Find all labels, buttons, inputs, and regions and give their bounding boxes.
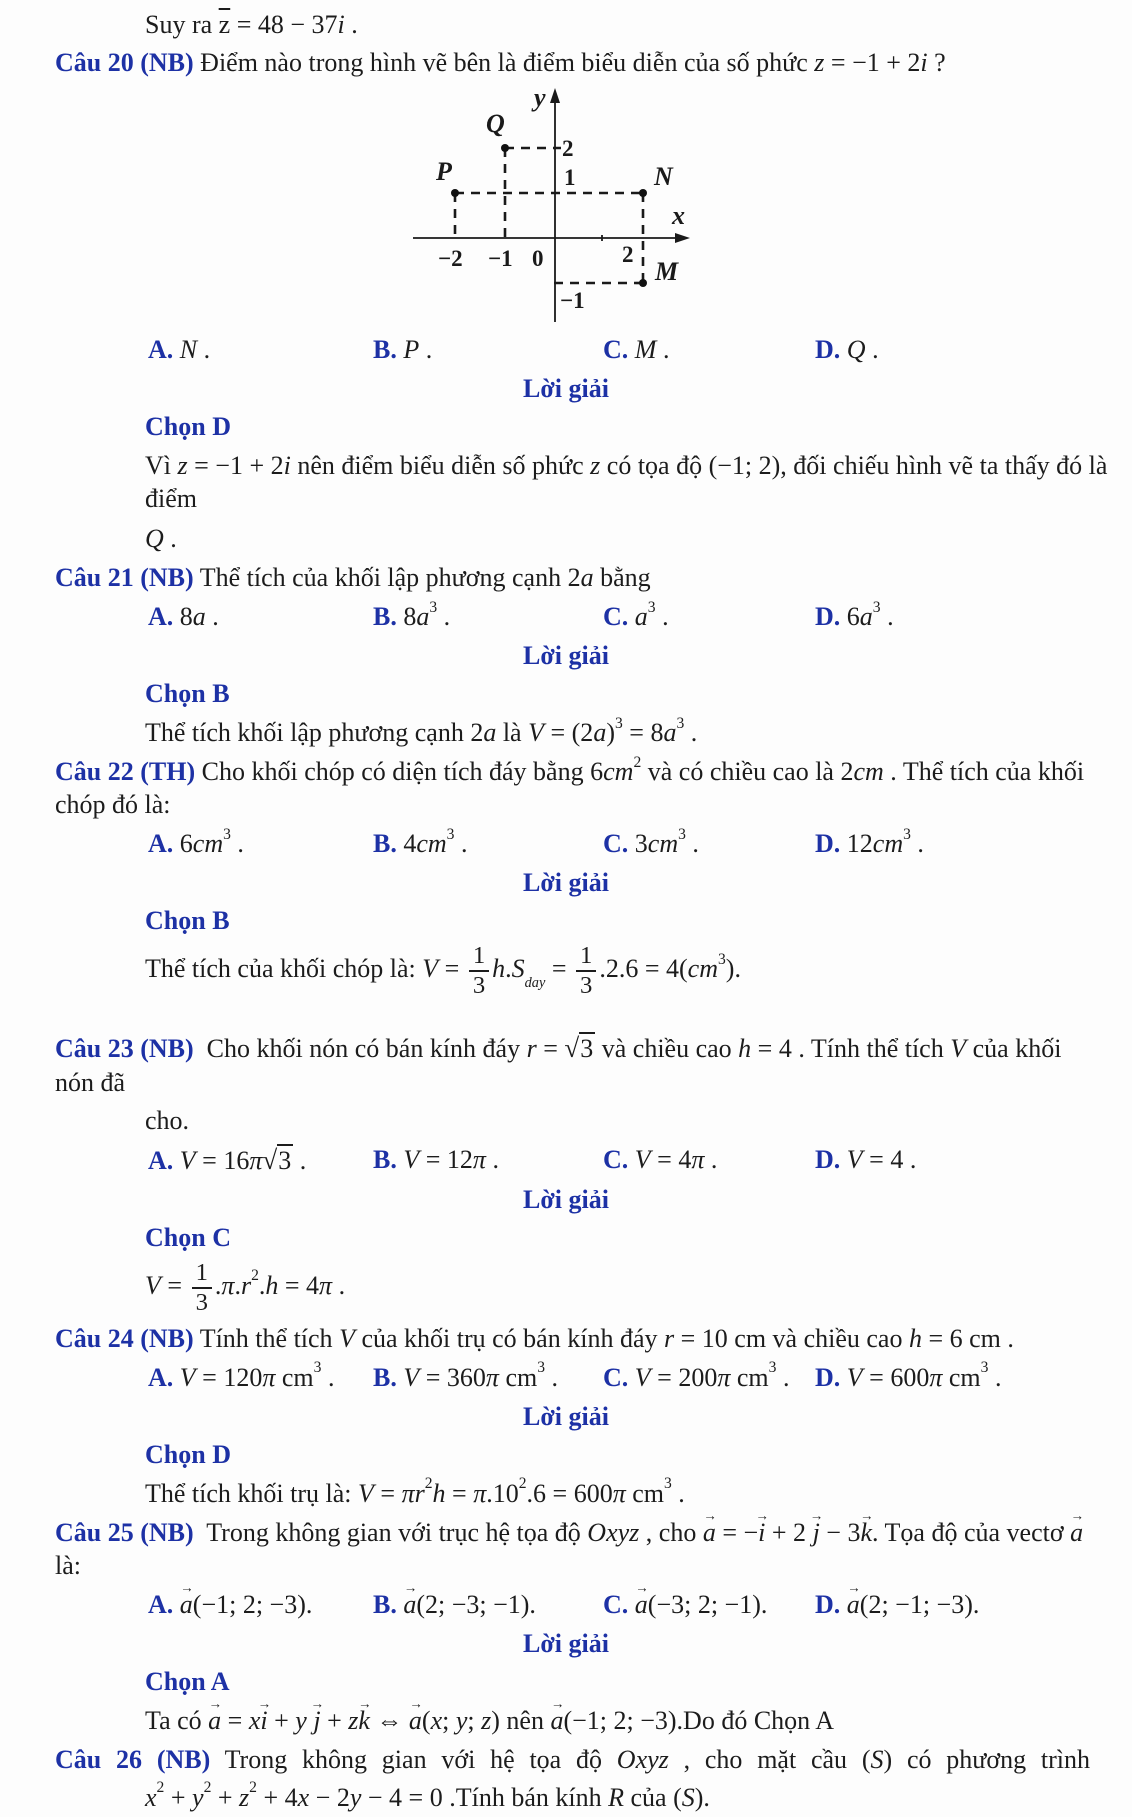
option-label: A.	[148, 1145, 174, 1175]
question-26-header	[55, 1741, 1090, 1779]
option-b	[373, 333, 603, 366]
option-label: B.	[373, 335, 397, 365]
option-text: → a(−3; 2; −1).	[635, 1590, 768, 1619]
option-label: D.	[815, 1362, 841, 1392]
chosen-answer: Chọn D	[145, 1439, 231, 1469]
option-text: M .	[634, 335, 670, 365]
intro-line	[145, 6, 1132, 44]
question-number: Câu 24 (NB)	[55, 1323, 194, 1353]
option-label: C.	[603, 335, 629, 365]
option-c	[603, 333, 815, 366]
option-d	[815, 600, 1132, 633]
chosen-answer: Chọn B	[145, 679, 230, 709]
option-a	[148, 600, 373, 633]
option-label: D.	[815, 602, 841, 632]
option-b	[373, 827, 603, 860]
y-tick-1: 1	[564, 165, 576, 191]
option-text: $4cm^3$ .	[403, 825, 468, 859]
y-tick-2: 2	[562, 136, 574, 162]
option-text: Q .	[846, 335, 879, 365]
x-axis-label: x	[672, 201, 685, 231]
question-number: Câu 20 (NB)	[55, 48, 194, 78]
option-label: B.	[373, 1144, 397, 1174]
option-text: V = 200π $cm^3$ .	[634, 1359, 790, 1392]
option-a	[148, 1143, 373, 1177]
question-stem: Tính thể tích V của khối trụ có bán kính đáy r = 10 cm và chiều cao h = 6 cm .	[199, 1323, 1014, 1353]
question-number: Câu 26 (NB)	[55, 1744, 211, 1774]
question-22-options	[148, 824, 1132, 863]
option-label: D.	[815, 1589, 841, 1619]
y-axis-arrow	[550, 88, 560, 103]
option-d	[815, 1588, 1132, 1621]
option-c	[603, 1588, 815, 1621]
option-label: C.	[603, 1144, 629, 1174]
origin-label: 0	[532, 246, 544, 272]
chosen-answer: Chọn C	[145, 1222, 231, 1252]
option-label: C.	[603, 602, 629, 632]
option-label: D.	[815, 829, 841, 859]
solution-heading: Lời giải	[523, 1628, 609, 1658]
intro-text: Suy ra $\overline{z} = 48 - 37i$ .	[145, 10, 358, 39]
option-text: 8a .	[179, 602, 219, 632]
option-d	[815, 333, 1132, 366]
option-b	[373, 600, 603, 633]
question-21-options	[148, 597, 1132, 636]
question-21-header	[55, 559, 1092, 597]
question-number: Câu 22 (TH)	[55, 757, 196, 787]
option-c	[603, 1143, 815, 1177]
option-text: $6a^3$ .	[846, 598, 894, 632]
option-text: → a(−1; 2; −3).	[180, 1590, 313, 1619]
solution-line: V = $\frac{1}{3}$ $.\pi.r^2.h = 4\pi$ .	[145, 1258, 346, 1316]
question-number: Câu 25 (NB)	[55, 1517, 194, 1547]
solution-heading: Lời giải	[523, 1401, 609, 1431]
x-tick-minus1: −1	[488, 246, 513, 272]
option-text: N .	[179, 335, 211, 365]
x-axis-arrow	[675, 233, 690, 243]
solution-line: Q .	[145, 524, 177, 554]
option-c	[603, 827, 815, 860]
question-20-header	[55, 44, 1092, 82]
x-tick-minus2: −2	[438, 246, 463, 272]
chosen-answer: Chọn A	[145, 1666, 230, 1696]
option-b	[373, 1143, 603, 1177]
option-b	[373, 1588, 603, 1621]
option-text: V = 16π√3 .	[179, 1144, 307, 1175]
option-text: $3cm^3$ .	[634, 825, 699, 859]
point-marker-m	[639, 279, 647, 287]
point-label-p: P	[436, 157, 452, 187]
question-stem: Cho khối nón có bán kính đáy r = √3 và chiều cao h = 4 . Tính thể tích V của khối nón đã	[55, 1033, 1062, 1097]
option-label: A.	[148, 335, 174, 365]
solution-line: Thể tích khối lập phương cạnh 2a là $V = (2a)^3 = 8a^3$ .	[145, 714, 698, 748]
x-tick-2: 2	[622, 242, 634, 268]
option-label: B.	[373, 829, 397, 859]
question-number: Câu 23 (NB)	[55, 1034, 194, 1064]
option-text: V = 12π .	[403, 1144, 499, 1174]
question-22-header	[55, 753, 1092, 824]
option-text: V = 120π $cm^3$ .	[179, 1359, 335, 1392]
option-a	[148, 333, 373, 366]
option-label: C.	[603, 1589, 629, 1619]
solution-line: Thể tích của khối chóp là: V = $\frac{1}{3}$ $h.S_{day}$ = $\frac{1}{3}$ $.2.6 = 4(cm^3)$.	[145, 942, 741, 1000]
point-marker-p	[451, 189, 459, 197]
question-stem-continuation: cho.	[145, 1105, 190, 1135]
option-text: $8a^3$ .	[403, 598, 451, 632]
chosen-answer: Chọn B	[145, 906, 230, 936]
option-label: A.	[148, 602, 174, 632]
solution-heading: Lời giải	[523, 1184, 609, 1214]
option-text: → a(2; −1; −3).	[847, 1590, 980, 1619]
option-label: D.	[815, 335, 841, 365]
option-c	[603, 600, 815, 633]
option-label: A.	[148, 1362, 174, 1392]
option-text: P .	[403, 335, 433, 365]
option-a	[148, 827, 373, 860]
question-24-options	[148, 1358, 1132, 1397]
solution-heading: Lời giải	[523, 868, 609, 898]
point-label-q: Q	[486, 109, 505, 139]
option-label: B.	[373, 1589, 397, 1619]
question-23-options	[148, 1140, 1132, 1180]
solution-line: Ta có → a = x→ i + y → j + z→ k ⇔ → a(x; y; z) nên → a(−1; 2; −3).Do đó Chọn A	[145, 1701, 1132, 1741]
option-a	[148, 1588, 373, 1621]
question-number: Câu 21 (NB)	[55, 563, 194, 593]
option-text: V = 360π $cm^3$ .	[403, 1359, 558, 1392]
y-axis-label: y	[534, 84, 546, 113]
option-d	[815, 1361, 1132, 1394]
option-label: A.	[148, 1589, 174, 1619]
option-d	[815, 1143, 1132, 1177]
coordinate-graph	[388, 84, 718, 322]
option-label: D.	[815, 1144, 841, 1174]
option-text: $12cm^3$ .	[846, 825, 924, 859]
solution-heading: Lời giải	[523, 641, 609, 671]
question-25-header	[55, 1514, 1092, 1585]
solution-heading: Lời giải	[523, 374, 609, 404]
question-stem: Trong không gian với hệ tọa độ Oxyz , cho mặt cầu (S) có phương trình	[224, 1744, 1091, 1774]
option-label: C.	[603, 829, 629, 859]
option-label: C.	[603, 1362, 629, 1392]
chosen-answer: Chọn D	[145, 412, 231, 442]
point-label-n: N	[654, 162, 673, 192]
option-a	[148, 1361, 373, 1394]
solution-line: Vì z = −1 + 2i nên điểm biểu diễn số phức z có tọa độ (−1; 2), đối chiếu hình vẽ ta thấy đó là điểm	[145, 451, 1108, 514]
option-text: $a^3$ .	[634, 598, 669, 632]
option-text: V = 4π .	[634, 1144, 718, 1174]
option-b	[373, 1361, 603, 1394]
option-c	[603, 1361, 815, 1394]
option-label: B.	[373, 1362, 397, 1392]
option-text: $6cm^3$ .	[179, 825, 244, 859]
question-stem-continuation: $x^2 + y^2 + z^2 + 4x - 2y - 4 = 0$ .Tính bán kính R của (S).	[145, 1779, 710, 1812]
question-stem: Thể tích của khối lập phương cạnh 2a bằng	[199, 563, 651, 593]
question-23-header	[55, 1029, 1092, 1101]
complex-plane-figure	[388, 84, 1132, 330]
question-20-options	[148, 330, 1132, 369]
question-25-options	[148, 1585, 1132, 1624]
point-marker-q	[501, 144, 509, 152]
option-label: A.	[148, 829, 174, 859]
option-label: B.	[373, 602, 397, 632]
point-marker-n	[639, 189, 647, 197]
question-stem: Điểm nào trong hình vẽ bên là điểm biểu diễn của số phức z = −1 + 2i ?	[200, 48, 946, 78]
point-label-m: M	[655, 257, 679, 287]
option-text: → a(2; −3; −1).	[403, 1590, 536, 1619]
y-tick-minus1: −1	[560, 288, 585, 314]
solution-line: Thể tích khối trụ là: $V = \pi r^2h = \pi.10^2.6 = 600\pi$ $cm^3$ .	[145, 1475, 685, 1508]
option-d	[815, 827, 1132, 860]
option-text: V = 600π $cm^3$ .	[846, 1359, 1002, 1392]
question-24-header	[55, 1320, 1092, 1358]
option-text: V = 4 .	[846, 1144, 917, 1174]
question-stem: Cho khối chóp có diện tích đáy bằng $6cm^2$ và có chiều cao là 2cm . Thể tích của khối chóp đó là:	[55, 753, 1085, 820]
question-stem: Trong không gian với trục hệ tọa độ Oxyz , cho → a = −→ i + 2 → j − 3→ k. Tọa độ của vectơ → a là:	[55, 1518, 1083, 1580]
